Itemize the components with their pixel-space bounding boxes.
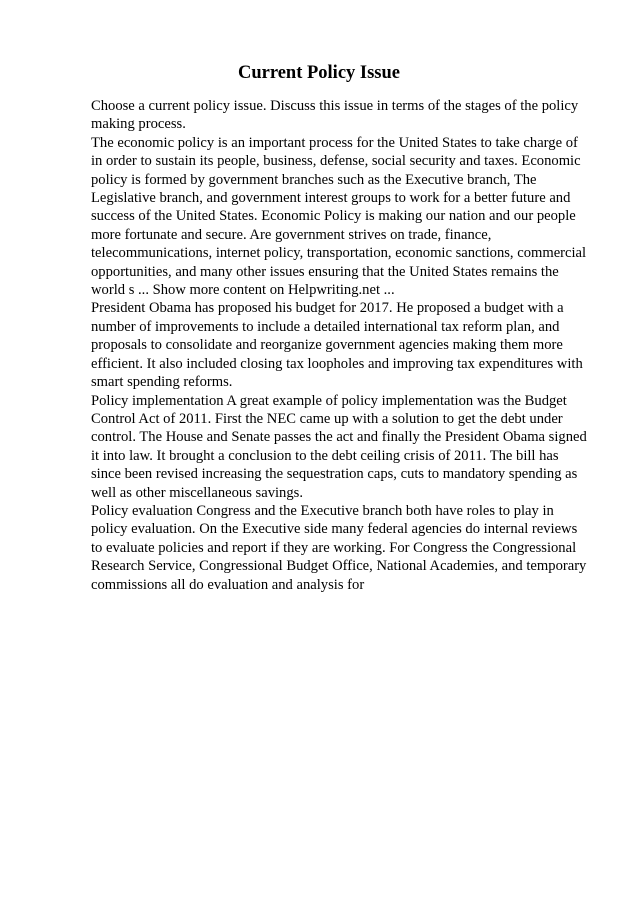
document-title: Current Policy Issue [237, 63, 401, 83]
paragraph-policy-implementation: Policy implementation A great example of policy implementation was the Budget Control Act of 2011. First the NEC came up with a solution to get the debt under control. The House and Senate passes the act and finally the President Obama signed it into law. It brought a conclusion to the debt ceiling crisis of 2011. The bill has since been revised increasing the sequestration caps, cuts to mandatory spending as well as other miscellaneous savings. [91, 392, 587, 501]
paragraph-policy-evaluation: Policy evaluation Congress and the Executive branch both have roles to play in policy evaluation. On the Executive side many federal agencies do internal reviews to evaluate policies and report if they are working. For Congress the Congressional Research Service, Congressional Budget Office, National Academies, and temporary commissions all do evaluation and analysis for [91, 502, 587, 593]
paragraph-prompt: Choose a current policy issue. Discuss this issue in terms of the stages of the policy making process. [91, 98, 579, 133]
paragraph-budget-proposal: President Obama has proposed his budget for 2017. He proposed a budget with a number of improvements to include a detailed international tax reform plan, and proposals to consolidate and reorganize government agencies making them more efficient. It also included closing tax loopholes and improving tax expenditures with smart spending reforms. [91, 300, 583, 391]
paragraph-economic-policy: The economic policy is an important process for the United States to take charge of in order to sustain its people, business, defense, social security and taxes. Economic policy is formed by government branches such as the Executive branch, The Legislative branch, and government interest groups to work for a better future and success of the United States. Economic Policy is making our nation and our people more fortunate and secure. Are government strives on trade, finance, telecommunications, internet policy, transportation, economic sanctions, commercial opportunities, and many other issues ensuring that the United States remains the world s ... Show more content on Helpwriting.net ... [91, 134, 587, 299]
document-body [91, 97, 591, 594]
